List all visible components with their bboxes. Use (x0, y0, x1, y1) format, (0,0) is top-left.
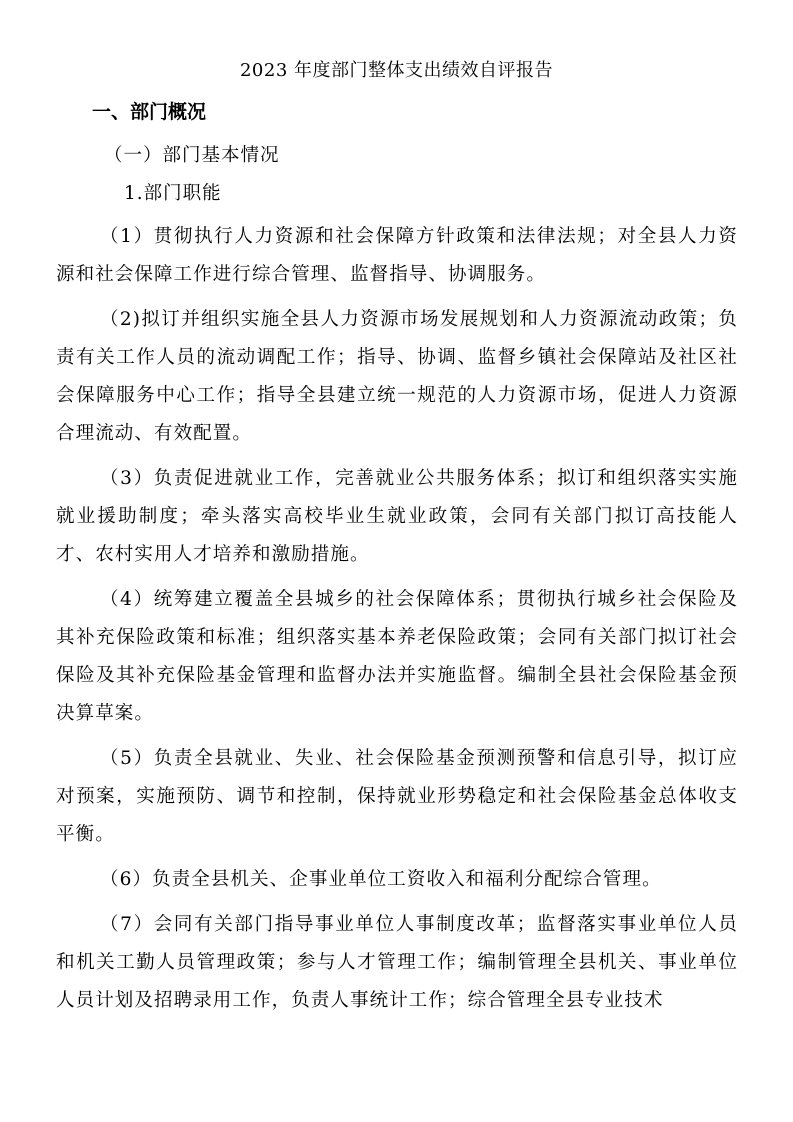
paragraph-6: （6）负责全县机关、企事业单位工资收入和福利分配综合管理。 (100, 869, 662, 890)
section-heading: 一、部门概况 (92, 101, 207, 123)
document-title: 2023 年度部门整体支出绩效自评报告 (239, 60, 554, 81)
paragraph-2: （2)拟订并组织实施全县人力资源市场发展规划和人力资源流动政策；负责有关工作人员的流动调配工作；指导、协调、监督乡镇社会保障站及社区社会保障服务中心工作；指导全县建立统一规范的人力资源市场，促进人力资源合理流动、有效配置。 (56, 309, 738, 444)
paragraph-7: （7）会同有关部门指导事业单位人事制度改革；监督落实事业单位人员和机关工勤人员管理政策；参与人才管理工作；编制管理全县机关、事业单位人员计划及招聘录用工作，负责人事统计工作；综合管理全县专业技术 (56, 914, 738, 1011)
paragraph-1: （1）贯彻执行人力资源和社会保障方针政策和法律法规；对全县人力资源和社会保障工作进行综合管理、监督指导、协调服务。 (56, 226, 738, 285)
item-heading: 1.部门职能 (124, 183, 222, 204)
body-text (56, 218, 738, 1027)
paragraph-3: （3）负责促进就业工作，完善就业公共服务体系；拟订和组织落实实施就业援助制度；牵头落实高校毕业生就业政策，会同有关部门拟订高技能人才、农村实用人才培养和激励措施。 (56, 468, 738, 565)
paragraph-4: （4）统筹建立覆盖全县城乡的社会保障体系；贯彻执行城乡社会保险及其补充保险政策和标准；组织落实基本养老保险政策；会同有关部门拟订社会保险及其补充保险基金管理和监督办法并实施监督。编制全县社会保险基金预决算草案。 (56, 589, 738, 724)
paragraph-5: （5）负责全县就业、失业、社会保险基金预测预警和信息引导，拟订应对预案，实施预防、调节和控制，保持就业形势稳定和社会保险基金总体收支平衡。 (56, 748, 738, 845)
sub-heading: （一）部门基本情况 (104, 145, 280, 166)
